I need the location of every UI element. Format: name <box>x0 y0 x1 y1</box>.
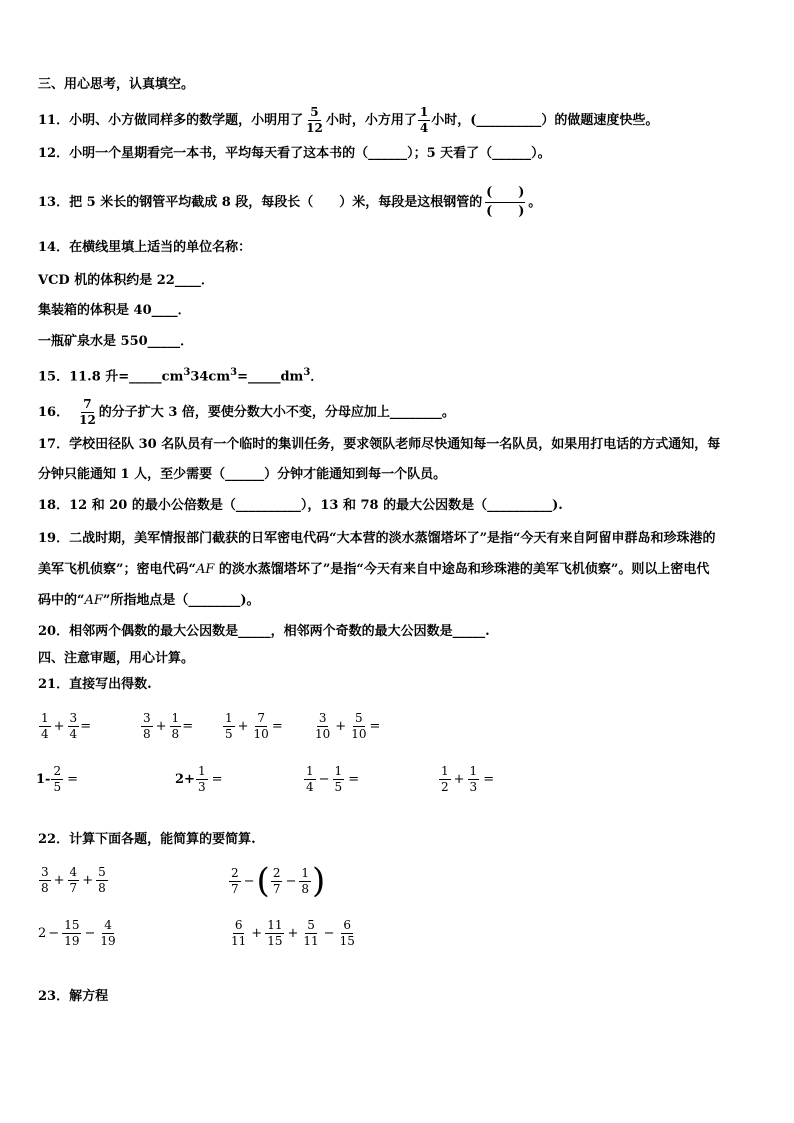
question-number: 16． <box>38 405 70 420</box>
question-number: 19． <box>38 531 70 546</box>
q22-expression-1 <box>38 866 109 895</box>
operator: + <box>453 772 465 787</box>
question-title: 计算下面各题，能简算的要简算. <box>69 832 256 847</box>
question-16 <box>38 398 455 427</box>
q21-expression-5 <box>36 765 78 794</box>
numerator: 1 <box>469 764 478 778</box>
denominator: 10 <box>351 727 367 741</box>
denominator: 15 <box>339 934 355 948</box>
question-22 <box>38 831 256 849</box>
question-number: 20． <box>38 624 70 639</box>
numerator: 5 <box>310 105 319 119</box>
equals: = <box>483 772 495 787</box>
question-18 <box>38 497 563 515</box>
numerator: 2 <box>272 865 281 880</box>
question-number: 18． <box>38 498 70 513</box>
question-23 <box>38 988 108 1006</box>
q21-expression-4 <box>312 712 380 741</box>
superscript: 3 <box>303 367 311 378</box>
denominator: 7 <box>231 881 239 896</box>
fraction <box>77 398 98 427</box>
q21-expression-3 <box>222 712 283 741</box>
denominator: 10 <box>253 727 269 741</box>
numerator: 5 <box>355 711 363 725</box>
question-number: 17． <box>38 437 70 452</box>
question-number: 11． <box>38 113 70 128</box>
operator: + <box>335 719 347 734</box>
denominator: 11 <box>231 934 247 948</box>
numerator-blank: ( ) <box>485 184 525 203</box>
question-text: 相邻两个偶数的最大公因数是_____，相邻两个奇数的最大公因数是_____. <box>69 624 490 639</box>
denominator: 8 <box>98 881 106 895</box>
superscript: 3 <box>183 367 191 378</box>
numerator: 1 <box>301 865 309 880</box>
numerator: 4 <box>104 918 112 932</box>
denominator: 19 <box>100 934 116 948</box>
question-number: 15． <box>38 369 70 385</box>
operator: − <box>285 873 297 889</box>
numerator: 3 <box>318 711 327 725</box>
numerator: 1 <box>225 711 233 725</box>
operator: + <box>53 873 65 888</box>
denominator: 8 <box>143 727 151 741</box>
question-15 <box>38 364 323 386</box>
numerator: 1 <box>306 764 314 778</box>
denominator: 4 <box>41 727 49 741</box>
question-text: 在横线里填上适当的单位名称： <box>69 240 252 255</box>
question-19-line-2 <box>38 561 709 579</box>
numerator: 1 <box>171 711 180 725</box>
question-17 <box>38 436 720 454</box>
numerator: 15 <box>64 918 80 932</box>
question-14-line-2: 集装箱的体积是 40____． <box>38 303 191 318</box>
equals: = <box>369 719 381 734</box>
question-text: 的分子扩大 3 倍，要使分数大小不变，分母应加上________。 <box>98 405 455 420</box>
denominator: 3 <box>197 780 206 794</box>
question-19 <box>38 530 716 548</box>
numerator: 1 <box>334 764 343 778</box>
question-17-line-2: 分钟只能通知 1 人，至少需要（______）分钟才能通知到每一个队员。 <box>38 467 447 482</box>
q21-expression-8 <box>438 765 494 794</box>
denominator: 8 <box>171 727 180 741</box>
q22-expression-3 <box>38 919 119 948</box>
question-number: 23． <box>38 989 70 1004</box>
operator: + <box>251 926 263 941</box>
question-13 <box>38 184 541 221</box>
denominator: 2 <box>441 780 449 794</box>
question-text: 把 5 米长的钢管平均截成 8 段，每段长（ ）米，每段是这根钢管的 <box>69 195 483 210</box>
question-text: =_____dm <box>237 369 304 385</box>
numerator: 7 <box>257 711 265 725</box>
question-14 <box>38 239 251 257</box>
numerator: 3 <box>69 711 78 725</box>
question-number: 21． <box>38 677 70 692</box>
denominator: 3 <box>469 780 478 794</box>
operator: − <box>243 873 255 889</box>
denominator: 5 <box>334 780 343 794</box>
question-number: 12． <box>38 146 70 161</box>
q22-expression-2 <box>228 861 326 901</box>
question-text: 美军飞机侦察”；密电代码“ <box>38 562 196 577</box>
numerator: 3 <box>41 865 49 879</box>
question-text: 小明一个星期看完一本书，平均每天看了这本书的（______）；5 天看了（______）。 <box>69 146 551 161</box>
question-number: 22． <box>38 832 70 847</box>
question-number: 13． <box>38 195 70 210</box>
operator: + <box>237 719 249 734</box>
denominator: 7 <box>69 881 78 895</box>
operator: + <box>287 926 299 941</box>
denominator: 4 <box>69 727 78 741</box>
denominator: 10 <box>315 727 331 741</box>
operator: + <box>155 719 167 734</box>
equals: = <box>348 772 360 787</box>
denominator: 19 <box>64 934 80 948</box>
question-11 <box>38 106 658 135</box>
left-parenthesis: ( <box>256 861 270 901</box>
lead-term: 1- <box>36 772 51 787</box>
operator: − <box>84 926 96 941</box>
operator: + <box>53 719 65 734</box>
equals: = <box>182 719 194 734</box>
equals: = <box>211 772 223 787</box>
numerator: 2 <box>53 764 62 778</box>
question-text: ”所指地点是（________)。 <box>102 593 260 608</box>
question-12 <box>38 145 551 163</box>
denominator: 5 <box>53 780 62 794</box>
denominator: 4 <box>419 121 429 135</box>
numerator: 7 <box>83 397 92 411</box>
operator: − <box>318 772 330 787</box>
numerator: 4 <box>69 865 78 879</box>
q21-expression-6 <box>175 765 223 794</box>
q22-expression-4 <box>228 919 358 948</box>
question-14-line-3: 一瓶矿泉水是 550_____． <box>38 334 194 349</box>
question-text: 34cm <box>190 369 231 385</box>
question-20 <box>38 623 490 641</box>
denominator: 4 <box>306 780 314 794</box>
numerator: 6 <box>234 918 243 932</box>
q21-expression-2 <box>140 712 193 741</box>
denominator: 12 <box>79 413 96 427</box>
denominator: 8 <box>301 881 309 896</box>
numerator: 5 <box>307 918 315 932</box>
lead-term: 2 <box>38 926 47 941</box>
question-text: 学校田径队 30 名队员有一个临时的集训任务，要求领队老师尽快通知每一名队员，如果用打电话的方式通知，每 <box>69 437 721 452</box>
equals: = <box>80 719 92 734</box>
question-19-line-3 <box>38 592 260 610</box>
fraction <box>304 106 325 135</box>
denominator-blank: ( ) <box>486 204 525 219</box>
question-text: 小明、小方做同样多的数学题，小明用了 <box>69 113 304 128</box>
superscript: 3 <box>230 367 238 378</box>
operator: + <box>82 873 94 888</box>
operator: − <box>48 926 60 941</box>
numerator: 1 <box>41 711 49 725</box>
question-text: 小时，(__________）的做题速度快些。 <box>431 113 659 128</box>
numerator: 2 <box>231 865 239 880</box>
question-text: ． <box>310 369 324 385</box>
question-14-line-1: VCD 机的体积约是 22____． <box>38 273 214 288</box>
denominator: 15 <box>267 934 283 948</box>
code-af: AF <box>195 562 215 577</box>
code-af: AF <box>84 593 103 608</box>
numerator: 1 <box>197 764 206 778</box>
question-text: 小时，小方用了 <box>325 113 417 128</box>
question-text: 码中的“ <box>38 593 85 608</box>
q21-expression-1 <box>38 712 91 741</box>
numerator: 5 <box>98 865 106 879</box>
right-parenthesis: ) <box>312 861 326 901</box>
fraction <box>418 106 430 135</box>
equals: = <box>271 719 283 734</box>
section-3-heading: 三、用心思考，认真填空。 <box>38 77 195 92</box>
equals: = <box>67 772 78 787</box>
question-21 <box>38 676 152 694</box>
operator: − <box>323 926 335 941</box>
question-text: 12 和 20 的最小公倍数是（__________），13 和 78 的最大公因数是（__________). <box>69 498 563 513</box>
lead-term: 2+ <box>175 772 195 787</box>
denominator: 5 <box>225 727 233 741</box>
denominator: 7 <box>272 881 281 896</box>
numerator: 11 <box>267 918 283 932</box>
question-text: 二战时期，美军情报部门截获的日军密电代码“大本营的淡水蒸馏塔坏了”是指“今天有来自阿留申群岛和珍珠港的 <box>69 531 716 546</box>
blank-fraction <box>485 184 525 221</box>
question-text: 。 <box>528 195 542 210</box>
denominator: 12 <box>306 121 323 135</box>
q21-expression-7 <box>303 765 359 794</box>
numerator: 1 <box>441 764 449 778</box>
denominator: 8 <box>41 881 49 895</box>
question-title: 解方程 <box>69 989 109 1004</box>
section-4-heading: 四、注意审题，用心计算。 <box>38 651 195 666</box>
denominator: 11 <box>303 934 319 948</box>
numerator: 6 <box>343 918 352 932</box>
numerator: 1 <box>419 105 429 119</box>
question-number: 14． <box>38 240 70 255</box>
numerator: 3 <box>143 711 151 725</box>
question-text: 11.8 升=_____cm <box>69 369 184 385</box>
question-title: 直接写出得数. <box>69 677 152 692</box>
question-text: 的淡水蒸馏塔坏了”是指“今天有来自中途岛和珍珠港的美军飞机侦察”。则以上密电代 <box>214 562 710 577</box>
